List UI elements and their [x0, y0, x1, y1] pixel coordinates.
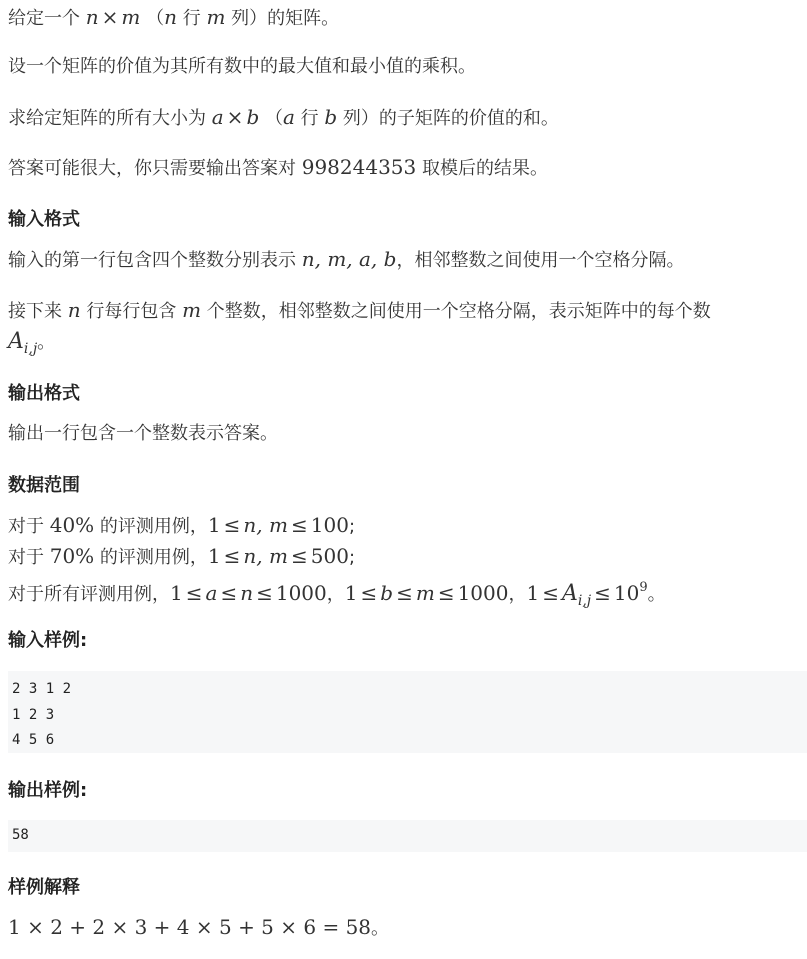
- sample-input-line: 4 5 6: [12, 732, 55, 748]
- input-format-line-1: 输入的第一行包含四个整数分别表示 n, m, a, b，相邻整数之间使用一个空格分隔。: [8, 247, 685, 271]
- output-format-heading: 输出格式: [8, 383, 80, 404]
- sample-output-heading: 输出样例:: [8, 780, 88, 801]
- input-format-line-3: $A_{i,j}$。: [8, 329, 56, 357]
- sample-output-block[interactable]: [8, 820, 807, 852]
- sample-output-line: 58: [12, 827, 29, 843]
- statement-line-4: 答案可能很大，你只需要输出答案对 998244353 取模后的结果。: [8, 155, 548, 179]
- sample-input-line: 2 3 1 2: [12, 681, 72, 697]
- explanation-line: 1 × 2 + 2 × 3 + 4 × 5 + 5 × 6 = 58。: [8, 915, 390, 939]
- explanation-heading: 样例解释: [8, 877, 80, 898]
- sample-input-line: 1 2 3: [12, 706, 55, 723]
- input-format-heading: 输入格式: [8, 209, 80, 230]
- data-range-line-3: 对于所有评测用例，1 ≤ a ≤ n ≤ 1000，1 ≤ b ≤ m ≤ 1000，$1 \le A_{i,j} \le 10^9$。: [8, 580, 666, 609]
- data-range-line-1: 对于 40% 的评测用例，1 ≤ n, m ≤ 100;: [8, 513, 356, 537]
- output-format-line-1: 输出一行包含一个整数表示答案。: [8, 423, 278, 444]
- sample-input-heading: 输入样例:: [8, 630, 88, 651]
- statement-line-1: 给定一个 n × m （n 行 m 列）的矩阵。: [8, 5, 340, 29]
- input-format-line-2: 接下来 n 行每行包含 m 个整数，相邻整数之间使用一个空格分隔，表示矩阵中的每个数: [8, 298, 711, 322]
- data-range-heading: 数据范围: [8, 475, 80, 496]
- statement-line-2: 设一个矩阵的价值为其所有数中的最大值和最小值的乘积。: [8, 56, 476, 77]
- statement-line-3: 求给定矩阵的所有大小为 a × b （a 行 b 列）的子矩阵的价值的和。: [8, 105, 559, 129]
- data-range-line-2: 对于 70% 的评测用例，1 ≤ n, m ≤ 500;: [8, 544, 356, 568]
- sample-input-block[interactable]: [8, 671, 807, 753]
